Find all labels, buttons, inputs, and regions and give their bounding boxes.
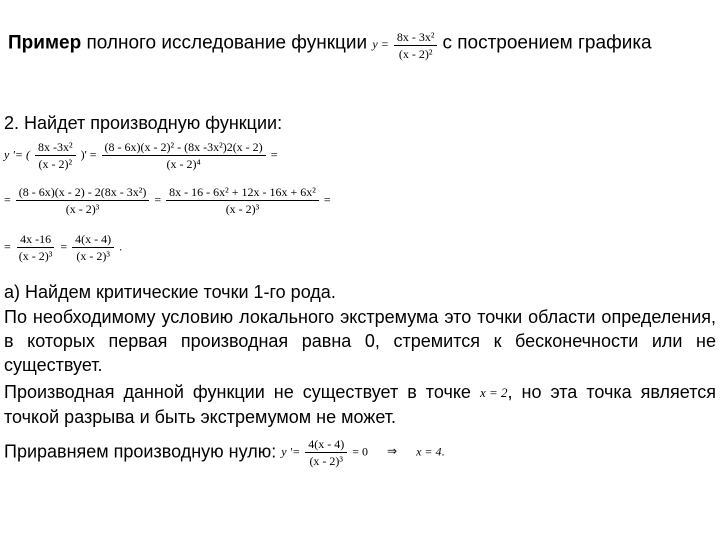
deriv-l3-frac1	[16, 232, 56, 263]
deriv-l2-eq1: =	[154, 192, 162, 207]
deriv-l1-eq: =	[270, 147, 278, 162]
deriv-l1-frac1	[35, 140, 76, 171]
para3-fraction	[305, 437, 347, 468]
title-suffix: с построением графика	[442, 32, 652, 54]
paragraph-set-zero	[4, 437, 716, 468]
title-formula	[372, 30, 442, 61]
deriv-l3-lead: =	[4, 239, 11, 254]
para2-text-b: , но эта точка является точкой разрыва и быть экстремумом не может.	[4, 382, 716, 428]
title-text: полного исследование функции	[86, 32, 368, 54]
para3-result: x = 4	[416, 444, 442, 459]
derivative-line-1	[4, 140, 277, 171]
section-2-heading: 2. Найдет производную функции:	[4, 113, 283, 133]
para3-end: .	[441, 444, 445, 459]
paragraph-nonexistence	[4, 380, 716, 429]
para3-num: 4(x - 4)	[305, 437, 347, 453]
derivative-line-2	[4, 185, 331, 216]
deriv-l3-end: .	[119, 239, 123, 254]
deriv-l1-num2: (8 - 6x)(x - 2)² - (8x -3x²)2(x - 2)	[102, 140, 266, 156]
deriv-l2-den1: (x - 2)³	[65, 202, 100, 216]
deriv-l2-num1: (8 - 6x)(x - 2) - 2(8x - 3x²)	[16, 185, 150, 201]
deriv-l1-num1: 8x -3x²	[35, 140, 76, 156]
section-a-heading: а) Найдем критические точки 1-го рода.	[4, 282, 336, 302]
deriv-l1-den1: (x - 2)²	[38, 157, 73, 171]
deriv-l3-den2: (x - 2)³	[76, 249, 110, 263]
title-y-eq: y =	[372, 37, 389, 52]
paragraph-necessary-condition: По необходимому условию локального экстремума это точки области определения, в которых первая производная равна 0, стремится к бесконечности или не существует.	[4, 307, 716, 375]
title-frac-den: (x - 2)²	[398, 47, 433, 61]
deriv-l2-eq2: =	[323, 192, 331, 207]
para2-math-value: x = 2	[479, 385, 508, 401]
para2-text-a: Производная данной функции не существует в точке	[4, 382, 471, 402]
para3-formula	[281, 437, 444, 468]
deriv-l3-den1: (x - 2)³	[18, 249, 53, 263]
title-bold: Пример	[8, 32, 82, 54]
para3-text: Приравняем производную нулю:	[4, 441, 277, 462]
implies-arrow-icon: ⇒	[387, 444, 398, 459]
deriv-l2-frac2	[166, 185, 319, 216]
deriv-l3-eq: =	[60, 239, 68, 254]
deriv-l1-close: )' =	[80, 147, 97, 162]
para3-lhs: y '=	[281, 444, 301, 459]
deriv-l3-num2: 4(x - 4)	[72, 232, 114, 248]
para3-rhs: = 0	[352, 444, 369, 459]
deriv-l1-den2: (x - 2)⁴	[166, 157, 201, 171]
deriv-l2-lead: =	[4, 192, 11, 207]
deriv-l3-frac2	[72, 232, 114, 263]
derivative-line-3	[4, 232, 122, 263]
title-frac-num: 8x - 3x²	[394, 30, 438, 46]
deriv-l2-num2: 8x - 16 - 6x² + 12x - 16x + 6x²	[166, 185, 319, 201]
para3-den: (x - 2)³	[309, 454, 344, 468]
deriv-l3-num1: 4x -16	[17, 232, 54, 248]
deriv-l1-lhs: y '= (	[4, 147, 30, 162]
deriv-l2-frac1	[16, 185, 150, 216]
title-fraction	[394, 30, 438, 61]
para2-math	[480, 381, 508, 405]
deriv-l1-frac2	[102, 140, 266, 171]
slide-title	[8, 30, 652, 61]
deriv-l2-den2: (x - 2)³	[225, 202, 260, 216]
